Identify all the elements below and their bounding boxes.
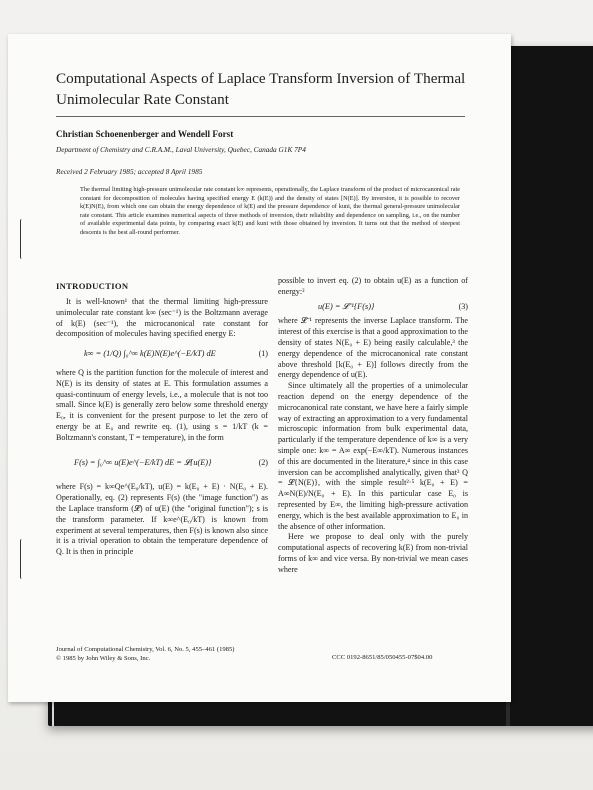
equation-1-number: (1) <box>258 349 268 359</box>
equation-2: F(s) = ∫₀^∞ u(E)e^(−E/kT) dE = 𝓛{u(E)} <box>74 457 212 467</box>
binder-spine-highlight <box>52 700 54 726</box>
equation-3: u(E) = 𝓛⁻¹{F(s)} <box>318 301 375 311</box>
left-paragraph-2: where Q is the partition function for the molecule of interest and N(E) is its density of states at E. This formulation assumes a quasi-continuum of energy levels, i.e., a molecule that is not too small. Since k(E) is generally zero below some threshold energy E₀, it is convenient for the present purpose to let the zero of energy be at E₀ and rewrite eq. (1), using s = 1/kT (k = Boltzmann's constant, T = temperature), in the form <box>56 367 268 442</box>
left-paragraph-1: It is well-known¹ that the thermal limiting high-pressure unimolecular rate constant k∞ (sec⁻¹) is the Boltzmann average of k(E) (sec⁻¹), the microcanonical rate constant for decomposition of molecules having specified energy E: <box>56 297 268 339</box>
equation-3-row <box>318 302 468 313</box>
title-rule <box>56 116 465 117</box>
equation-1: k∞ = (1/Q) ∫₀^∞ k(E)N(E)e^(−E/kT) dE <box>84 349 216 359</box>
equation-3-number: (3) <box>458 301 468 311</box>
equation-1-row <box>84 349 268 360</box>
section-heading: INTRODUCTION <box>56 281 129 291</box>
right-paragraph-2: where 𝓛⁻¹ represents the inverse Laplace transform. The interest of this exercise is that a good approximation to the density of states N(E₀ + E) being easily calculable,³ the energy dependence of the microcanonical rate constant above threshold [k(E₀ + E)] follows directly from the energy dependence of u(E). <box>278 316 468 380</box>
binding-mark-bottom <box>20 539 23 579</box>
article-title: Computational Aspects of Laplace Transform Inversion of Thermal Unimolecular Rate Constant <box>56 70 466 108</box>
received-date: Received 2 February 1985; accepted 8 April 1985 <box>56 167 203 176</box>
article-affiliation: Department of Chemistry and C.R.A.M., Laval University, Quebec, Canada G1K 7P4 <box>56 145 306 154</box>
journal-page <box>8 34 511 702</box>
right-paragraph-1: possible to invert eq. (2) to obtain u(E) as a function of energy:² <box>278 276 468 296</box>
journal-citation <box>56 646 234 663</box>
left-column <box>56 297 268 558</box>
ccc-code: CCC 0192-8651/85/050455-07$04.00 <box>332 654 433 661</box>
journal-reference: Journal of Computational Chemistry, Vol. 6, No. 5, 455–461 (1985) <box>56 646 235 653</box>
right-paragraph-4: Here we propose to deal only with the purely computational aspects of recovering k(E) from non-trivial forms of k∞ and vice versa. By non-trivial we mean cases where <box>278 532 468 574</box>
copyright-line: © 1985 by John Wiley & Sons, Inc. <box>56 654 151 662</box>
article-authors: Christian Schoenenberger and Wendell Forst <box>56 129 234 139</box>
right-paragraph-3: Since ultimately all the properties of a unimolecular reaction depend on the energy dependence of the microcanonical rate constant, we have here a fairly simple way of extracting an approximation to a very fundamental microscopic information from bulk experimental data, particularly if the temperature dependence of k∞ is a very simple one: k∞ = A∞ exp(−E∞/kT). Numerous instances of this are documented in the literature,⁴ since in this case inversion can be accomplished analytically, given that³ Q = 𝓛{N(E)}, with the simple result²·⁵ k(E₀ + E) = A∞N(E)/N(E₀ + E). In this particular case E₀ is represented by E∞, the limiting high-pressure activation energy, which is the best available approximation to E₀ in the absence of other information. <box>278 381 468 531</box>
article-abstract: The thermal limiting high-pressure unimolecular rate constant k∞ represents, operationally, the Laplace transform of the product of microcanonical rate constant for decomposition of molecules having specified energy E (k(E)) and the density of states [N(E)]. By inversion, it is possible to recover k(E)N(E), from which one can obtain the energy dependence of k(E) and the pressure dependence of kuni, the thermal general-pressure unimolecular rate constant. This article examines numerical aspects of three methods of inversion, their reliability and dependence on sampling, i.e., on the number of available experimental data points, by comparing exact k(E) and kuni with those obtained by inversion. It turns out that the method of steepest descents is the best all-round performer. <box>80 186 460 236</box>
equation-2-number: (2) <box>258 457 268 467</box>
right-column <box>278 276 468 576</box>
binding-mark-top <box>20 219 23 259</box>
left-paragraph-3: where F(s) = k∞Qe^(E₀/kT), u(E) = k(E₀ + E) · N(E₀ + E). Operationally, eq. (2) represents F(s) (the "image function") as the Laplace transform (𝓛) of u(E) (the "original function"); s is the transform parameter. If k∞e^(E₀/kT) is known from experiment at several temperatures, then F(s) is known also since it is a trivial operation to obtain the temperature dependence of Q. It is then in principle <box>56 482 268 557</box>
equation-2-row <box>74 458 268 469</box>
